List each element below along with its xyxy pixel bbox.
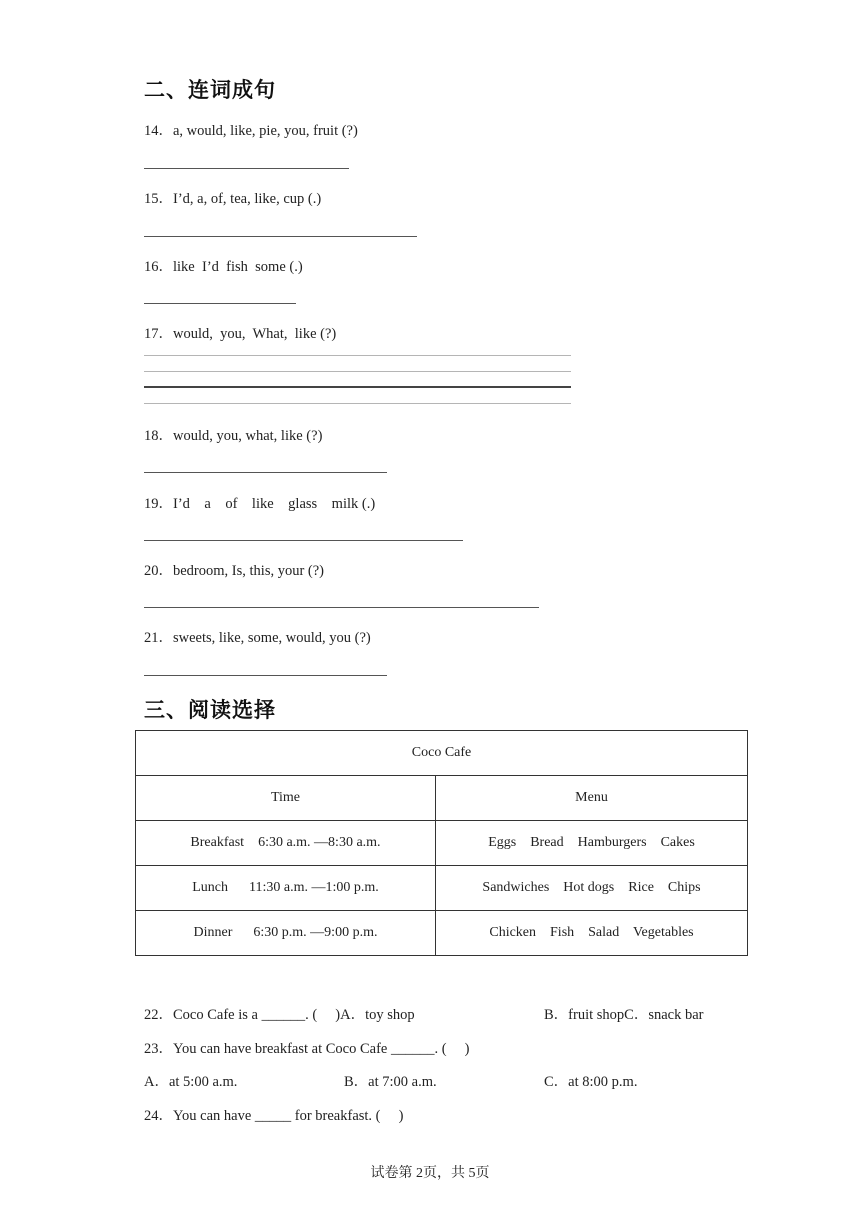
row-menu: Eggs Bread Hamburgers Cakes <box>436 821 748 866</box>
section-heading-3: 三、阅读选择 <box>144 698 276 722</box>
table-row <box>136 911 748 956</box>
writing-line-top <box>144 355 571 356</box>
question-number: 16． <box>144 259 173 275</box>
question-18 <box>144 424 322 445</box>
question-text: bedroom, Is, this, your (?) <box>173 563 325 579</box>
answer-line-21[interactable] <box>144 675 387 676</box>
question-number: 20． <box>144 563 173 579</box>
table-header-row <box>136 776 748 821</box>
header-menu: Menu <box>436 776 748 821</box>
question-text: like I’d fish some (.) <box>173 259 303 275</box>
header-time: Time <box>136 776 436 821</box>
question-number: 14． <box>144 123 173 139</box>
answer-line-15[interactable] <box>144 236 417 237</box>
writing-line-upper <box>144 371 571 372</box>
question-text: would, you, What, like (?) <box>173 326 337 342</box>
question-23-option-a[interactable]: A．at 5:00 a.m. <box>144 1074 238 1090</box>
question-23-option-b[interactable]: B．at 7:00 a.m. <box>344 1074 437 1090</box>
writing-baseline[interactable] <box>144 386 571 388</box>
answer-line-16[interactable] <box>144 303 296 304</box>
table-row <box>136 821 748 866</box>
question-text: I’d a of like glass milk (.) <box>173 496 376 512</box>
page-footer: 试卷第 2页，共 5页 <box>370 1166 490 1181</box>
table-title: Coco Cafe <box>136 731 748 776</box>
question-24: 24．You can have _____ for breakfast. ( ) <box>144 1108 404 1124</box>
question-text: would, you, what, like (?) <box>173 428 323 444</box>
answer-line-19[interactable] <box>144 540 463 541</box>
question-text: a, would, like, pie, you, fruit (?) <box>173 123 358 139</box>
question-number: 17． <box>144 326 173 342</box>
question-22: 22．Coco Cafe is a ______. ( )A．toy shop <box>144 1007 415 1023</box>
question-16 <box>144 255 303 276</box>
question-number: 19． <box>144 496 173 512</box>
question-17 <box>144 322 336 343</box>
question-22-options-bc[interactable]: B．fruit shopC．snack bar <box>544 1007 704 1023</box>
question-14 <box>144 119 358 140</box>
question-number: 21． <box>144 630 173 646</box>
answer-line-18[interactable] <box>144 472 387 473</box>
answer-line-20[interactable] <box>144 607 539 608</box>
question-text: sweets, like, some, would, you (?) <box>173 630 371 646</box>
row-menu: Sandwiches Hot dogs Rice Chips <box>436 866 748 911</box>
question-21 <box>144 626 371 647</box>
question-19 <box>144 492 375 513</box>
question-text: I’d, a, of, tea, like, cup (.) <box>173 191 322 207</box>
cafe-table <box>135 730 748 956</box>
question-15 <box>144 187 321 208</box>
question-number: 18． <box>144 428 173 444</box>
question-number: 15． <box>144 191 173 207</box>
row-time: Breakfast 6:30 a.m. —8:30 a.m. <box>136 821 436 866</box>
question-20 <box>144 559 324 580</box>
question-23: 23．You can have breakfast at Coco Cafe ______. ( ) <box>144 1041 470 1057</box>
row-menu: Chicken Fish Salad Vegetables <box>436 911 748 956</box>
answer-line-14[interactable] <box>144 168 349 169</box>
writing-line-bottom <box>144 403 571 404</box>
section-heading-2: 二、连词成句 <box>144 78 276 102</box>
question-23-option-c[interactable]: C．at 8:00 p.m. <box>544 1074 638 1090</box>
row-time: Lunch 11:30 a.m. —1:00 p.m. <box>136 866 436 911</box>
table-row <box>136 866 748 911</box>
row-time: Dinner 6:30 p.m. —9:00 p.m. <box>136 911 436 956</box>
table-title-row <box>136 731 748 776</box>
